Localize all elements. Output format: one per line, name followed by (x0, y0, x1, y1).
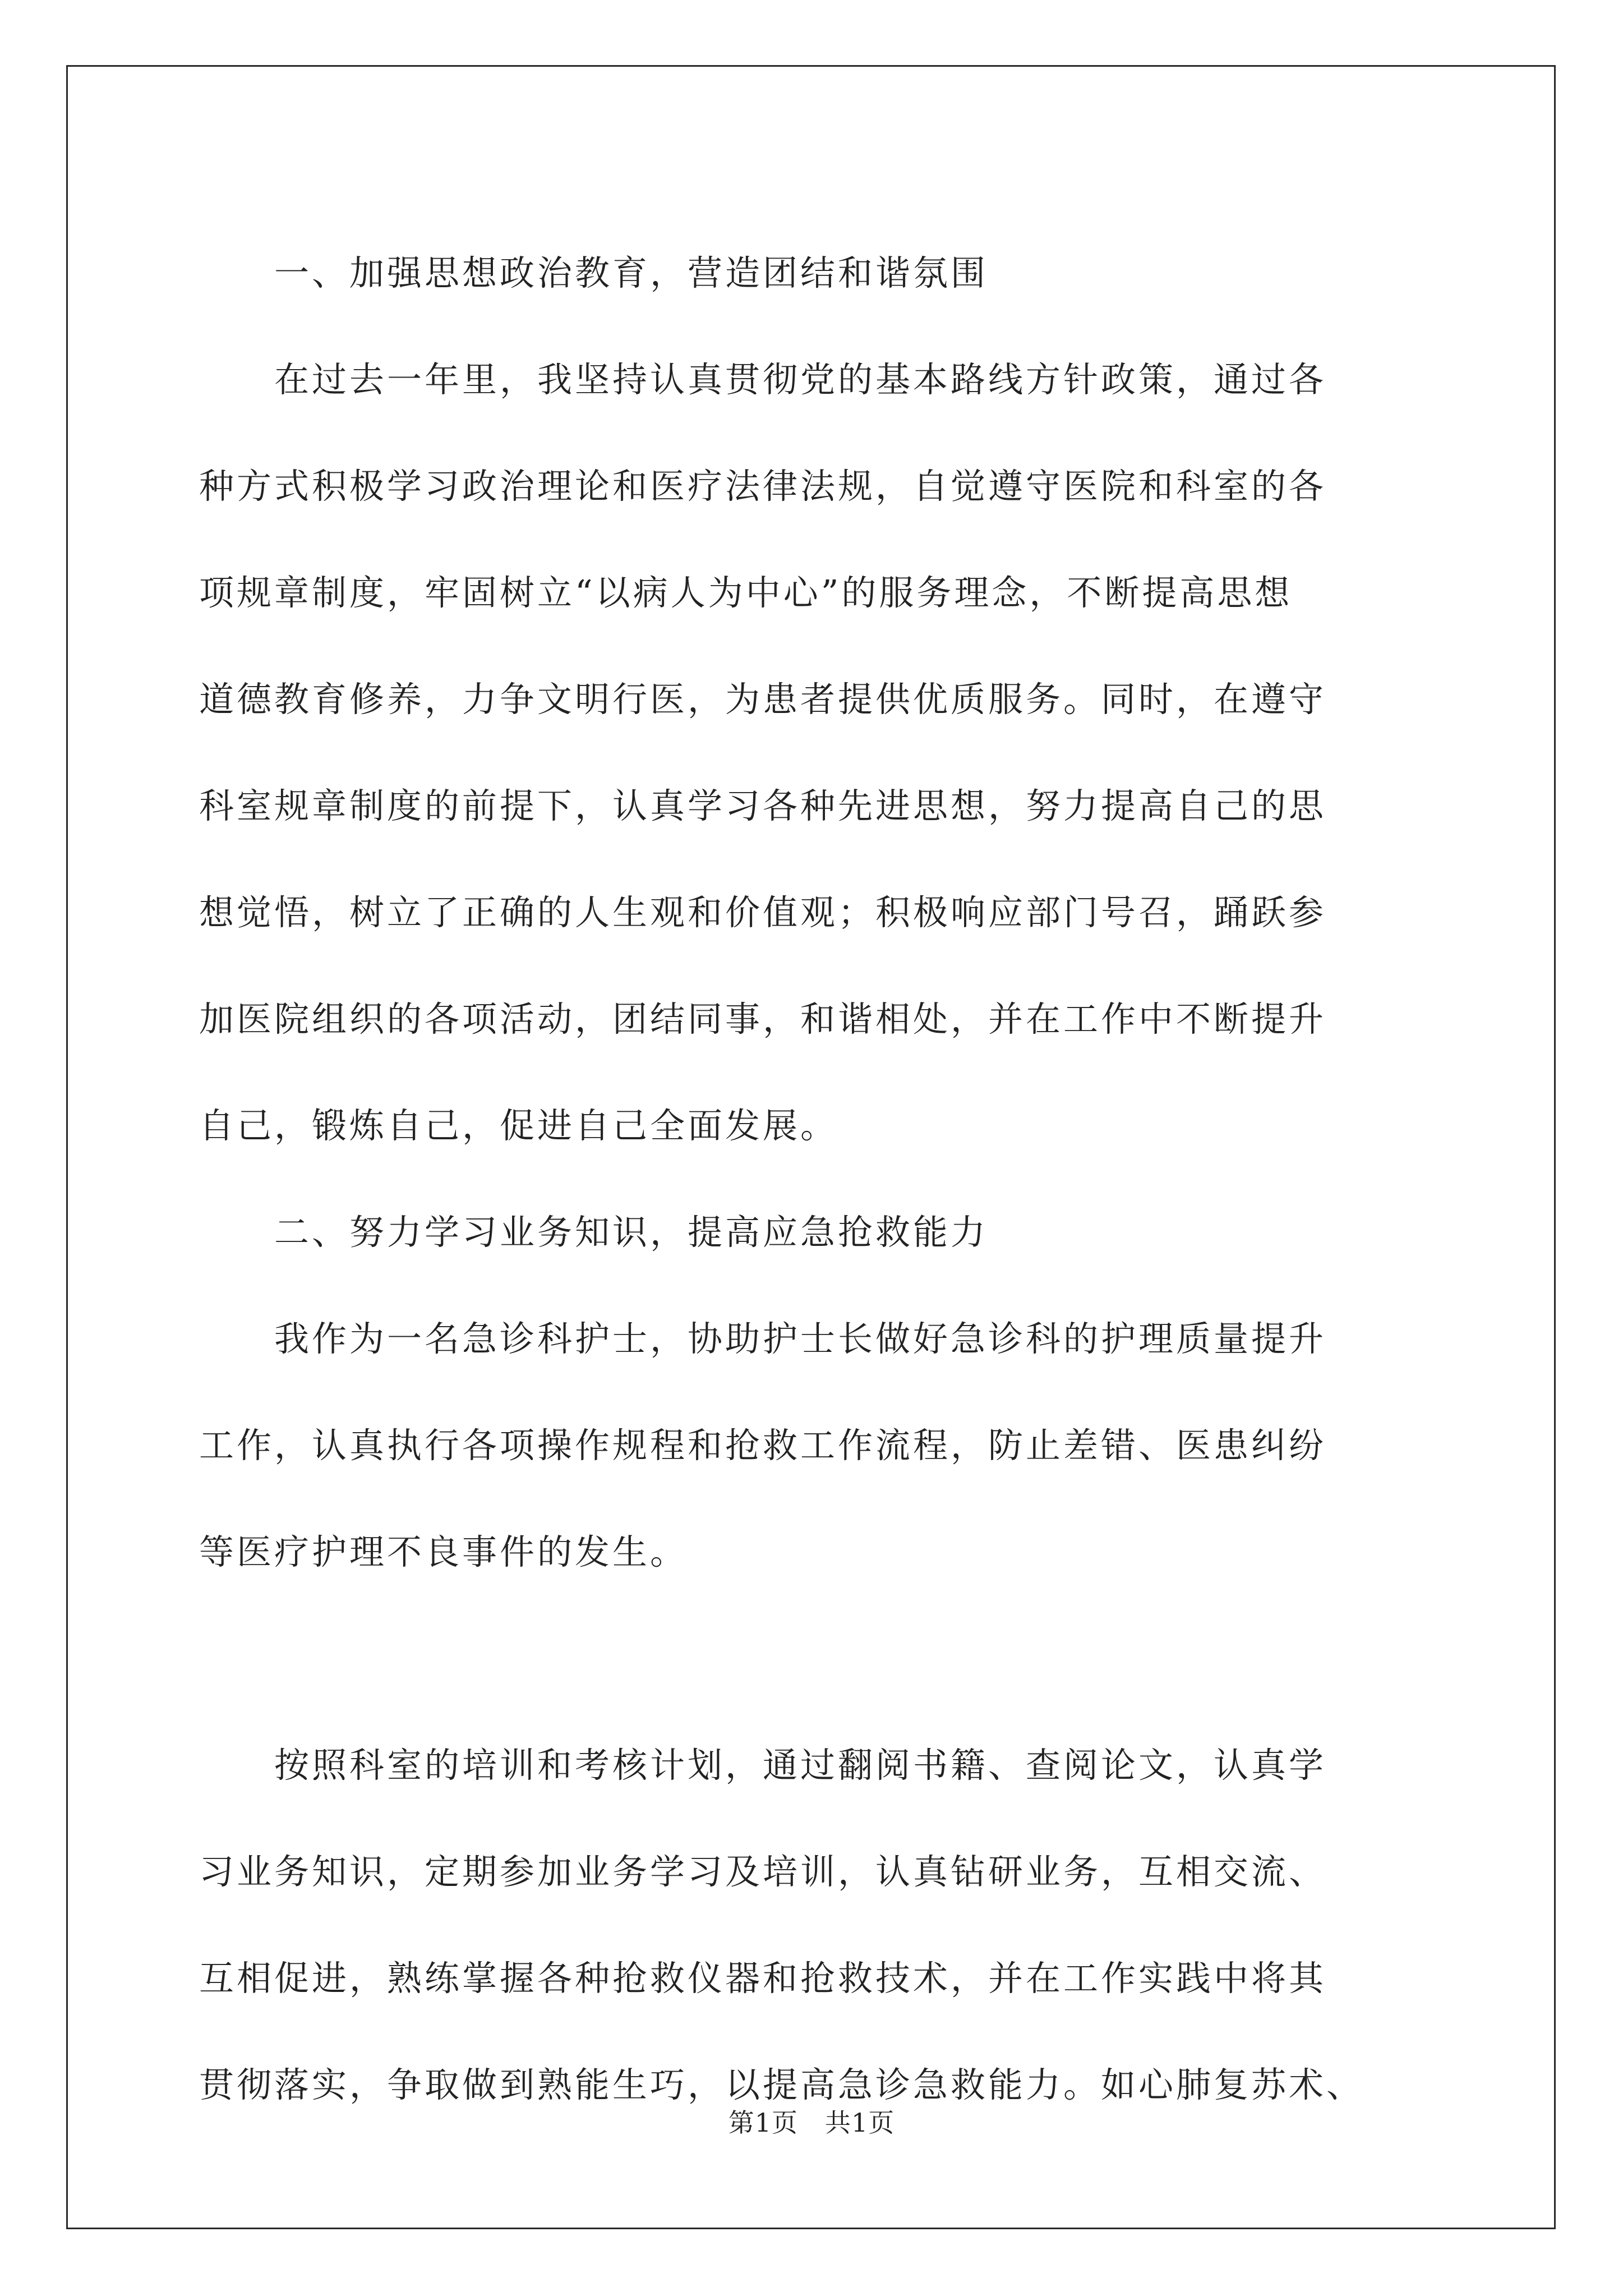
paragraph-line: 道德教育修养，力争文明行医，为患者提供优质服务。同时，在遵守 (199, 679, 1327, 720)
paragraph-line: 加医院组织的各项活动，团结同事，和谐相处，并在工作中不断提升 (199, 999, 1327, 1039)
page-total: 共1页 (825, 2108, 895, 2138)
section-heading: 二、努力学习业务知识，提高应急抢救能力 (199, 1212, 989, 1253)
paragraph-line: 在过去一年里，我坚持认真贯彻党的基本路线方针政策，通过各 (199, 359, 1327, 400)
paragraph-line: 等医疗护理不良事件的发生。 (199, 1531, 688, 1572)
document-body (199, 220, 1422, 2138)
paragraph-line: 我作为一名急诊科护士，协助护士长做好急诊科的护理质量提升 (199, 1318, 1327, 1359)
paragraph-line: 种方式积极学习政治理论和医疗法律法规，自觉遵守医院和科室的各 (199, 466, 1327, 507)
paragraph-line: 按照科室的培训和考核计划，通过翻阅书籍、查阅论文，认真学 (199, 1745, 1327, 1786)
paragraph-line: 习业务知识，定期参加业务学习及培训，认真钻研业务，互相交流、 (199, 1851, 1327, 1892)
paragraph-line: 工作，认真执行各项操作规程和抢救工作流程，防止差错、医患纠纷 (199, 1425, 1327, 1466)
section-heading: 一、加强思想政治教育，营造团结和谐氛围 (199, 252, 989, 293)
blank-line (199, 1605, 1422, 1712)
paragraph-line: 贯彻落实，争取做到熟能生巧，以提高急诊急救能力。如心肺复苏术、 (199, 2064, 1364, 2105)
paragraph-line: 项规章制度，牢固树立“以病人为中心”的服务理念，不断提高思想 (199, 572, 1293, 613)
paragraph-line: 想觉悟，树立了正确的人生观和价值观；积极响应部门号召，踊跃参 (199, 892, 1327, 933)
paragraph-line: 科室规章制度的前提下，认真学习各种先进思想，努力提高自己的思 (199, 785, 1327, 826)
paragraph-line: 互相促进，熟练掌握各种抢救仪器和抢救技术，并在工作实践中将其 (199, 1958, 1327, 1999)
paragraph-line: 自己，锻炼自己，促进自己全面发展。 (199, 1105, 838, 1146)
page-footer (0, 2102, 1623, 2139)
page-number: 第1页 (728, 2108, 798, 2138)
